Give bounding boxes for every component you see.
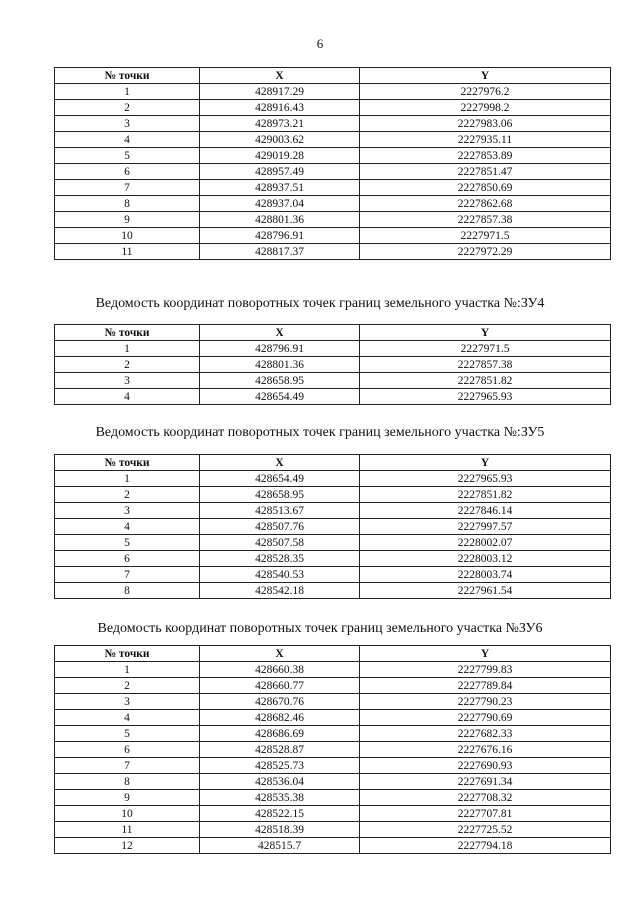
table-row (55, 742, 611, 758)
cell-x: 428507.76 (200, 519, 360, 535)
cell-x: 428682.46 (200, 710, 360, 726)
header-point-number: № точки (55, 455, 200, 471)
table-row (55, 389, 611, 405)
coordinates-table-zu6 (54, 645, 611, 854)
cell-x: 428654.49 (200, 389, 360, 405)
cell-y: 2227862.68 (360, 196, 611, 212)
table-row (55, 503, 611, 519)
cell-y: 2227851.47 (360, 164, 611, 180)
table-row (55, 373, 611, 389)
cell-x: 428513.67 (200, 503, 360, 519)
cell-y: 2228003.12 (360, 551, 611, 567)
table-row (55, 774, 611, 790)
table-row (55, 132, 611, 148)
cell-y: 2227794.18 (360, 838, 611, 854)
cell-x: 428801.36 (200, 212, 360, 228)
cell-y: 2227972.29 (360, 244, 611, 260)
cell-x: 428528.35 (200, 551, 360, 567)
table-header-row (55, 646, 611, 662)
cell-point-number: 5 (55, 726, 200, 742)
cell-y: 2227857.38 (360, 212, 611, 228)
cell-x: 428660.38 (200, 662, 360, 678)
cell-point-number: 5 (55, 148, 200, 164)
table-header-row (55, 455, 611, 471)
cell-x: 428796.91 (200, 228, 360, 244)
cell-y: 2227789.84 (360, 678, 611, 694)
cell-point-number: 10 (55, 806, 200, 822)
coordinates-table-1 (54, 67, 611, 260)
page-number: 6 (316, 36, 324, 51)
cell-point-number: 12 (55, 838, 200, 854)
cell-x: 428937.04 (200, 196, 360, 212)
cell-y: 2227857.38 (360, 357, 611, 373)
table-header-row (55, 68, 611, 84)
table-row (55, 164, 611, 180)
cell-point-number: 8 (55, 774, 200, 790)
cell-x: 428917.29 (200, 84, 360, 100)
table-row (55, 196, 611, 212)
header-point-number: № точки (55, 68, 200, 84)
cell-y: 2227799.83 (360, 662, 611, 678)
cell-y: 2227725.52 (360, 822, 611, 838)
cell-y: 2228002.07 (360, 535, 611, 551)
cell-x: 428518.39 (200, 822, 360, 838)
cell-point-number: 7 (55, 180, 200, 196)
cell-point-number: 2 (55, 357, 200, 373)
table-row (55, 726, 611, 742)
cell-y: 2227690.93 (360, 758, 611, 774)
table-row (55, 662, 611, 678)
cell-point-number: 3 (55, 694, 200, 710)
header-y: Y (360, 68, 611, 84)
cell-y: 2227997.57 (360, 519, 611, 535)
cell-point-number: 3 (55, 503, 200, 519)
cell-point-number: 8 (55, 196, 200, 212)
table-row (55, 244, 611, 260)
header-x: X (200, 646, 360, 662)
cell-y: 2227790.23 (360, 694, 611, 710)
cell-x: 428817.37 (200, 244, 360, 260)
cell-point-number: 1 (55, 471, 200, 487)
cell-y: 2227976.2 (360, 84, 611, 100)
table-row (55, 148, 611, 164)
cell-x: 428525.73 (200, 758, 360, 774)
cell-x: 428515.7 (200, 838, 360, 854)
cell-y: 2227676.16 (360, 742, 611, 758)
cell-point-number: 2 (55, 487, 200, 503)
table-row (55, 228, 611, 244)
cell-y: 2227708.32 (360, 790, 611, 806)
cell-point-number: 2 (55, 100, 200, 116)
cell-x: 428937.51 (200, 180, 360, 196)
header-x: X (200, 68, 360, 84)
cell-point-number: 10 (55, 228, 200, 244)
cell-point-number: 1 (55, 341, 200, 357)
cell-point-number: 5 (55, 535, 200, 551)
table-caption-zu4: Ведомость координат поворотных точек границ земельного участка №:ЗУ4 (95, 296, 545, 311)
header-y: Y (360, 646, 611, 662)
table-row (55, 116, 611, 132)
cell-y: 2227850.69 (360, 180, 611, 196)
cell-y: 2228003.74 (360, 567, 611, 583)
cell-x: 428654.49 (200, 471, 360, 487)
table-row (55, 341, 611, 357)
table-row (55, 471, 611, 487)
cell-x: 428542.18 (200, 583, 360, 599)
cell-x: 428796.91 (200, 341, 360, 357)
table-header-row (55, 325, 611, 341)
cell-x: 429019.28 (200, 148, 360, 164)
cell-x: 428658.95 (200, 373, 360, 389)
cell-x: 428660.77 (200, 678, 360, 694)
cell-point-number: 4 (55, 132, 200, 148)
table-row (55, 758, 611, 774)
cell-x: 428957.49 (200, 164, 360, 180)
cell-x: 428536.04 (200, 774, 360, 790)
cell-y: 2227851.82 (360, 487, 611, 503)
table-row (55, 806, 611, 822)
cell-y: 2227846.14 (360, 503, 611, 519)
cell-x: 428658.95 (200, 487, 360, 503)
cell-y: 2227965.93 (360, 389, 611, 405)
cell-y: 2227983.06 (360, 116, 611, 132)
cell-point-number: 11 (55, 822, 200, 838)
cell-point-number: 4 (55, 710, 200, 726)
table-row (55, 694, 611, 710)
cell-x: 428540.53 (200, 567, 360, 583)
coordinates-table-zu4 (54, 324, 611, 405)
cell-y: 2227998.2 (360, 100, 611, 116)
cell-point-number: 2 (55, 678, 200, 694)
table-row (55, 84, 611, 100)
cell-x: 428507.58 (200, 535, 360, 551)
cell-point-number: 9 (55, 212, 200, 228)
coordinates-table-zu5 (54, 454, 611, 599)
cell-x: 428686.69 (200, 726, 360, 742)
cell-point-number: 1 (55, 84, 200, 100)
cell-x: 428535.38 (200, 790, 360, 806)
table-caption-zu5: Ведомость координат поворотных точек границ земельного участка №:ЗУ5 (95, 425, 545, 440)
header-x: X (200, 325, 360, 341)
table-row (55, 487, 611, 503)
cell-point-number: 6 (55, 164, 200, 180)
cell-point-number: 1 (55, 662, 200, 678)
cell-x: 428670.76 (200, 694, 360, 710)
cell-point-number: 4 (55, 519, 200, 535)
cell-y: 2227682.33 (360, 726, 611, 742)
cell-x: 428522.15 (200, 806, 360, 822)
table-row (55, 519, 611, 535)
table-row (55, 710, 611, 726)
cell-y: 2227935.11 (360, 132, 611, 148)
cell-point-number: 4 (55, 389, 200, 405)
table-row (55, 100, 611, 116)
table-row (55, 180, 611, 196)
cell-y: 2227961.54 (360, 583, 611, 599)
table-caption-zu6: Ведомость координат поворотных точек границ земельного участка №ЗУ6 (97, 621, 543, 636)
header-point-number: № точки (55, 646, 200, 662)
cell-x: 428528.87 (200, 742, 360, 758)
header-x: X (200, 455, 360, 471)
cell-y: 2227707.81 (360, 806, 611, 822)
cell-y: 2227971.5 (360, 228, 611, 244)
table-row (55, 535, 611, 551)
table-row (55, 567, 611, 583)
cell-y: 2227691.34 (360, 774, 611, 790)
cell-point-number: 6 (55, 551, 200, 567)
cell-point-number: 7 (55, 758, 200, 774)
header-y: Y (360, 325, 611, 341)
cell-point-number: 6 (55, 742, 200, 758)
table-row (55, 790, 611, 806)
cell-y: 2227851.82 (360, 373, 611, 389)
cell-y: 2227971.5 (360, 341, 611, 357)
cell-point-number: 8 (55, 583, 200, 599)
cell-x: 428973.21 (200, 116, 360, 132)
cell-point-number: 9 (55, 790, 200, 806)
header-point-number: № точки (55, 325, 200, 341)
cell-point-number: 3 (55, 373, 200, 389)
cell-point-number: 11 (55, 244, 200, 260)
cell-y: 2227965.93 (360, 471, 611, 487)
table-row (55, 551, 611, 567)
table-row (55, 822, 611, 838)
table-row (55, 357, 611, 373)
cell-y: 2227853.89 (360, 148, 611, 164)
header-y: Y (360, 455, 611, 471)
cell-x: 428916.43 (200, 100, 360, 116)
table-row (55, 583, 611, 599)
table-row (55, 678, 611, 694)
cell-point-number: 7 (55, 567, 200, 583)
cell-x: 428801.36 (200, 357, 360, 373)
cell-point-number: 3 (55, 116, 200, 132)
cell-y: 2227790.69 (360, 710, 611, 726)
table-row (55, 212, 611, 228)
cell-x: 429003.62 (200, 132, 360, 148)
table-row (55, 838, 611, 854)
